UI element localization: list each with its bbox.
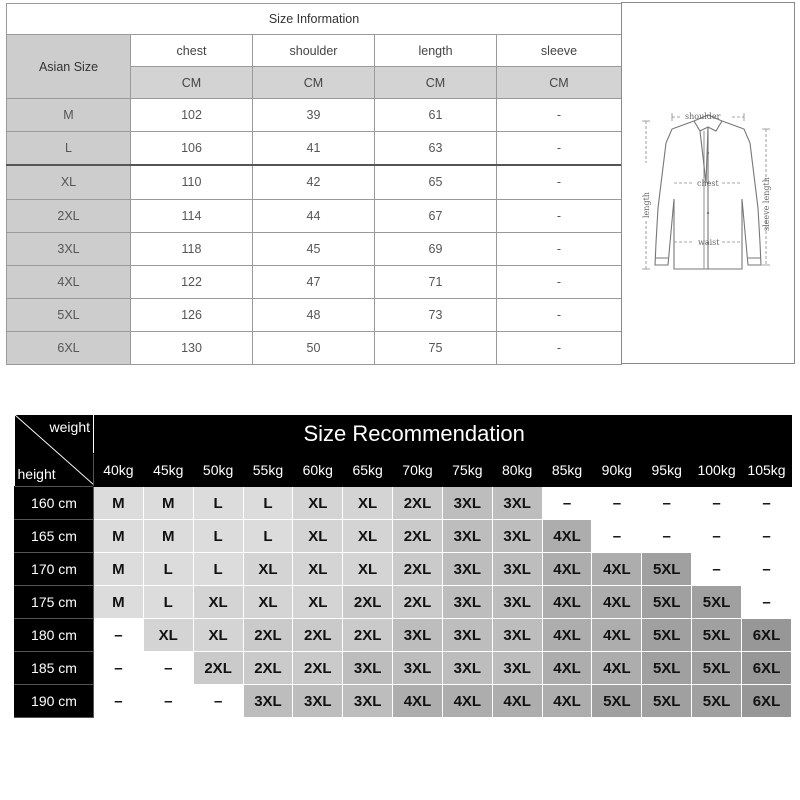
size-information-rows <box>7 99 622 365</box>
size-cell: 3XL <box>7 232 131 265</box>
measurement-cell: - <box>497 298 622 331</box>
height-row <box>15 652 792 685</box>
recommended-size-cell: 2XL <box>393 487 443 520</box>
recommended-size-cell: 2XL <box>393 553 443 586</box>
size-cell: XL <box>7 165 131 199</box>
measurement-cell: 65 <box>375 165 497 199</box>
recommended-size-cell: 5XL <box>642 685 692 718</box>
recommended-size-cell: – <box>94 652 144 685</box>
weight-header-cell: 45kg <box>143 454 193 487</box>
recommended-size-cell: M <box>94 487 144 520</box>
weight-header-cell: 60kg <box>293 454 343 487</box>
recommended-size-cell: 2XL <box>293 652 343 685</box>
recommended-size-cell: – <box>642 520 692 553</box>
measurement-cell: - <box>497 331 622 364</box>
recommended-size-cell: 3XL <box>442 553 492 586</box>
measurement-cell: 39 <box>253 99 375 132</box>
measurement-cell: - <box>497 232 622 265</box>
recommended-size-cell: 3XL <box>243 685 293 718</box>
height-row <box>15 619 792 652</box>
recommended-size-cell: 3XL <box>442 520 492 553</box>
size-row <box>7 232 622 265</box>
weight-header-cell: 95kg <box>642 454 692 487</box>
measurement-cell: 75 <box>375 331 497 364</box>
size-row <box>7 331 622 364</box>
recommended-size-cell: XL <box>293 553 343 586</box>
recommended-size-cell: 5XL <box>642 652 692 685</box>
shoulder-label: shoulder <box>685 112 721 121</box>
waist-label: waist <box>698 238 720 247</box>
size-recommendation-rows <box>15 487 792 718</box>
measurement-cell: 50 <box>253 331 375 364</box>
recommended-size-cell: XL <box>193 619 243 652</box>
recommended-size-cell: M <box>94 553 144 586</box>
recommended-size-cell: – <box>692 553 742 586</box>
recommended-size-cell: 4XL <box>592 652 642 685</box>
recommended-size-cell: L <box>143 553 193 586</box>
size-cell: L <box>7 132 131 166</box>
size-cell: 4XL <box>7 265 131 298</box>
weight-header-row <box>15 454 792 487</box>
measurement-cell: 42 <box>253 165 375 199</box>
recommended-size-cell: XL <box>243 553 293 586</box>
recommended-size-cell: XL <box>293 487 343 520</box>
recommended-size-cell: M <box>143 487 193 520</box>
recommended-size-cell: 4XL <box>542 652 592 685</box>
chest-label: chest <box>697 179 719 188</box>
height-cell: 185 cm <box>15 652 94 685</box>
recommended-size-cell: 2XL <box>193 652 243 685</box>
recommended-size-cell: L <box>143 586 193 619</box>
size-row <box>7 298 622 331</box>
size-information-table <box>6 3 622 365</box>
recommended-size-cell: – <box>692 487 742 520</box>
height-row <box>15 685 792 718</box>
recommended-size-cell: – <box>94 619 144 652</box>
measurement-cell: 47 <box>253 265 375 298</box>
height-label: height <box>17 466 56 482</box>
unit-cell: CM <box>375 67 497 99</box>
recommended-size-cell: 4XL <box>542 520 592 553</box>
recommended-size-cell: 3XL <box>442 586 492 619</box>
recommended-size-cell: 3XL <box>492 553 542 586</box>
measurement-cell: 126 <box>131 298 253 331</box>
height-cell: 160 cm <box>15 487 94 520</box>
recommended-size-cell: 6XL <box>741 619 791 652</box>
measurement-cell: 130 <box>131 331 253 364</box>
size-recommendation-table <box>14 415 792 718</box>
recommended-size-cell: XL <box>343 487 393 520</box>
size-row <box>7 265 622 298</box>
size-cell: 5XL <box>7 298 131 331</box>
size-cell: 6XL <box>7 331 131 364</box>
recommended-size-cell: – <box>143 685 193 718</box>
shirt-measurement-diagram <box>621 2 795 364</box>
measurement-cell: 45 <box>253 232 375 265</box>
recommended-size-cell: XL <box>193 586 243 619</box>
measurement-cell: 63 <box>375 132 497 166</box>
recommended-size-cell: 4XL <box>542 586 592 619</box>
recommended-size-cell: – <box>94 685 144 718</box>
recommended-size-cell: 5XL <box>642 619 692 652</box>
height-cell: 175 cm <box>15 586 94 619</box>
length-header: length <box>375 35 497 67</box>
recommended-size-cell: 5XL <box>692 619 742 652</box>
unit-cell: CM <box>131 67 253 99</box>
recommended-size-cell: 6XL <box>741 652 791 685</box>
recommended-size-cell: – <box>741 586 791 619</box>
recommended-size-cell: 6XL <box>741 685 791 718</box>
size-row <box>7 99 622 132</box>
recommended-size-cell: XL <box>293 586 343 619</box>
recommended-size-cell: L <box>193 487 243 520</box>
measurement-cell: 73 <box>375 298 497 331</box>
recommended-size-cell: 2XL <box>343 586 393 619</box>
recommended-size-cell: 3XL <box>492 619 542 652</box>
size-row <box>7 132 622 166</box>
recommended-size-cell: 2XL <box>393 586 443 619</box>
recommended-size-cell: 2XL <box>393 520 443 553</box>
recommended-size-cell: 4XL <box>542 685 592 718</box>
weight-header-cell: 90kg <box>592 454 642 487</box>
recommended-size-cell: – <box>542 487 592 520</box>
measurement-cell: 102 <box>131 99 253 132</box>
size-row <box>7 199 622 232</box>
measurement-cell: 67 <box>375 199 497 232</box>
measurement-cell: 41 <box>253 132 375 166</box>
weight-header-cell: 70kg <box>393 454 443 487</box>
recommended-size-cell: 4XL <box>592 553 642 586</box>
recommended-size-cell: 2XL <box>343 619 393 652</box>
measurement-cell: 110 <box>131 165 253 199</box>
chest-header: chest <box>131 35 253 67</box>
measurement-cell: 61 <box>375 99 497 132</box>
recommended-size-cell: M <box>143 520 193 553</box>
recommended-size-cell: L <box>193 520 243 553</box>
measurement-cell: 106 <box>131 132 253 166</box>
recommended-size-cell: 2XL <box>293 619 343 652</box>
recommended-size-cell: XL <box>343 553 393 586</box>
height-row <box>15 487 792 520</box>
unit-cell: CM <box>497 67 622 99</box>
recommended-size-cell: 5XL <box>642 553 692 586</box>
recommended-size-cell: 3XL <box>442 487 492 520</box>
measurement-cell: - <box>497 265 622 298</box>
recommended-size-cell: 2XL <box>243 619 293 652</box>
recommended-size-cell: 4XL <box>492 685 542 718</box>
measurement-cell: - <box>497 132 622 166</box>
length-label: length <box>642 192 651 218</box>
measurement-cell: - <box>497 165 622 199</box>
recommended-size-cell: 4XL <box>442 685 492 718</box>
weight-height-corner <box>15 415 94 487</box>
weight-header-cell: 50kg <box>193 454 243 487</box>
recommended-size-cell: XL <box>343 520 393 553</box>
height-row <box>15 553 792 586</box>
recommended-size-cell: 4XL <box>542 619 592 652</box>
measurement-cell: - <box>497 199 622 232</box>
recommended-size-cell: M <box>94 520 144 553</box>
recommended-size-cell: 5XL <box>692 652 742 685</box>
recommended-size-cell: – <box>741 553 791 586</box>
recommended-size-cell: 3XL <box>393 619 443 652</box>
weight-header-cell: 65kg <box>343 454 393 487</box>
recommended-size-cell: 5XL <box>592 685 642 718</box>
measurement-cell: 44 <box>253 199 375 232</box>
measurement-cell: 69 <box>375 232 497 265</box>
weight-header-cell: 100kg <box>692 454 742 487</box>
unit-cell: CM <box>253 67 375 99</box>
recommended-size-cell: 5XL <box>642 586 692 619</box>
recommended-size-cell: L <box>193 553 243 586</box>
recommended-size-cell: XL <box>243 586 293 619</box>
size-cell: 2XL <box>7 199 131 232</box>
recommended-size-cell: M <box>94 586 144 619</box>
recommended-size-cell: XL <box>143 619 193 652</box>
weight-header-cell: 40kg <box>94 454 144 487</box>
height-cell: 190 cm <box>15 685 94 718</box>
recommended-size-cell: – <box>692 520 742 553</box>
measurement-cell: - <box>497 99 622 132</box>
height-cell: 170 cm <box>15 553 94 586</box>
weight-header-cell: 55kg <box>243 454 293 487</box>
recommended-size-cell: 4XL <box>592 619 642 652</box>
measurement-cell: 118 <box>131 232 253 265</box>
recommended-size-cell: 3XL <box>442 652 492 685</box>
recommended-size-cell: 3XL <box>492 652 542 685</box>
recommended-size-cell: – <box>741 487 791 520</box>
height-row <box>15 586 792 619</box>
recommended-size-cell: 4XL <box>592 586 642 619</box>
size-information-title: Size Information <box>7 4 622 35</box>
weight-header-cell: 80kg <box>492 454 542 487</box>
sleeve-length-label: sleeve length <box>762 177 771 231</box>
weight-label: weight <box>49 419 90 435</box>
recommended-size-cell: – <box>592 487 642 520</box>
shirt-measurement-icon <box>622 3 794 363</box>
recommended-size-cell: 5XL <box>692 586 742 619</box>
recommended-size-cell: 5XL <box>692 685 742 718</box>
height-cell: 180 cm <box>15 619 94 652</box>
weight-header-cell: 85kg <box>542 454 592 487</box>
asian-size-header: Asian Size <box>7 35 131 99</box>
recommended-size-cell: 2XL <box>243 652 293 685</box>
recommended-size-cell: – <box>193 685 243 718</box>
shoulder-header: shoulder <box>253 35 375 67</box>
recommended-size-cell: – <box>642 487 692 520</box>
size-cell: M <box>7 99 131 132</box>
recommended-size-cell: 3XL <box>343 685 393 718</box>
recommended-size-cell: – <box>741 520 791 553</box>
recommended-size-cell: – <box>592 520 642 553</box>
recommended-size-cell: 3XL <box>442 619 492 652</box>
size-recommendation-title: Size Recommendation <box>94 415 792 454</box>
sleeve-header: sleeve <box>497 35 622 67</box>
recommended-size-cell: 3XL <box>492 586 542 619</box>
weight-header-cell: 105kg <box>741 454 791 487</box>
measurement-cell: 71 <box>375 265 497 298</box>
recommended-size-cell: 4XL <box>542 553 592 586</box>
recommended-size-cell: L <box>243 487 293 520</box>
measurement-cell: 114 <box>131 199 253 232</box>
recommended-size-cell: 3XL <box>492 520 542 553</box>
height-row <box>15 520 792 553</box>
recommended-size-cell: 4XL <box>393 685 443 718</box>
recommended-size-cell: 3XL <box>293 685 343 718</box>
recommended-size-cell: – <box>143 652 193 685</box>
recommended-size-cell: 3XL <box>343 652 393 685</box>
recommended-size-cell: XL <box>293 520 343 553</box>
measurement-cell: 48 <box>253 298 375 331</box>
measurement-cell: 122 <box>131 265 253 298</box>
recommended-size-cell: L <box>243 520 293 553</box>
recommended-size-cell: 3XL <box>492 487 542 520</box>
size-row <box>7 165 622 199</box>
weight-header-cell: 75kg <box>442 454 492 487</box>
recommended-size-cell: 3XL <box>393 652 443 685</box>
height-cell: 165 cm <box>15 520 94 553</box>
